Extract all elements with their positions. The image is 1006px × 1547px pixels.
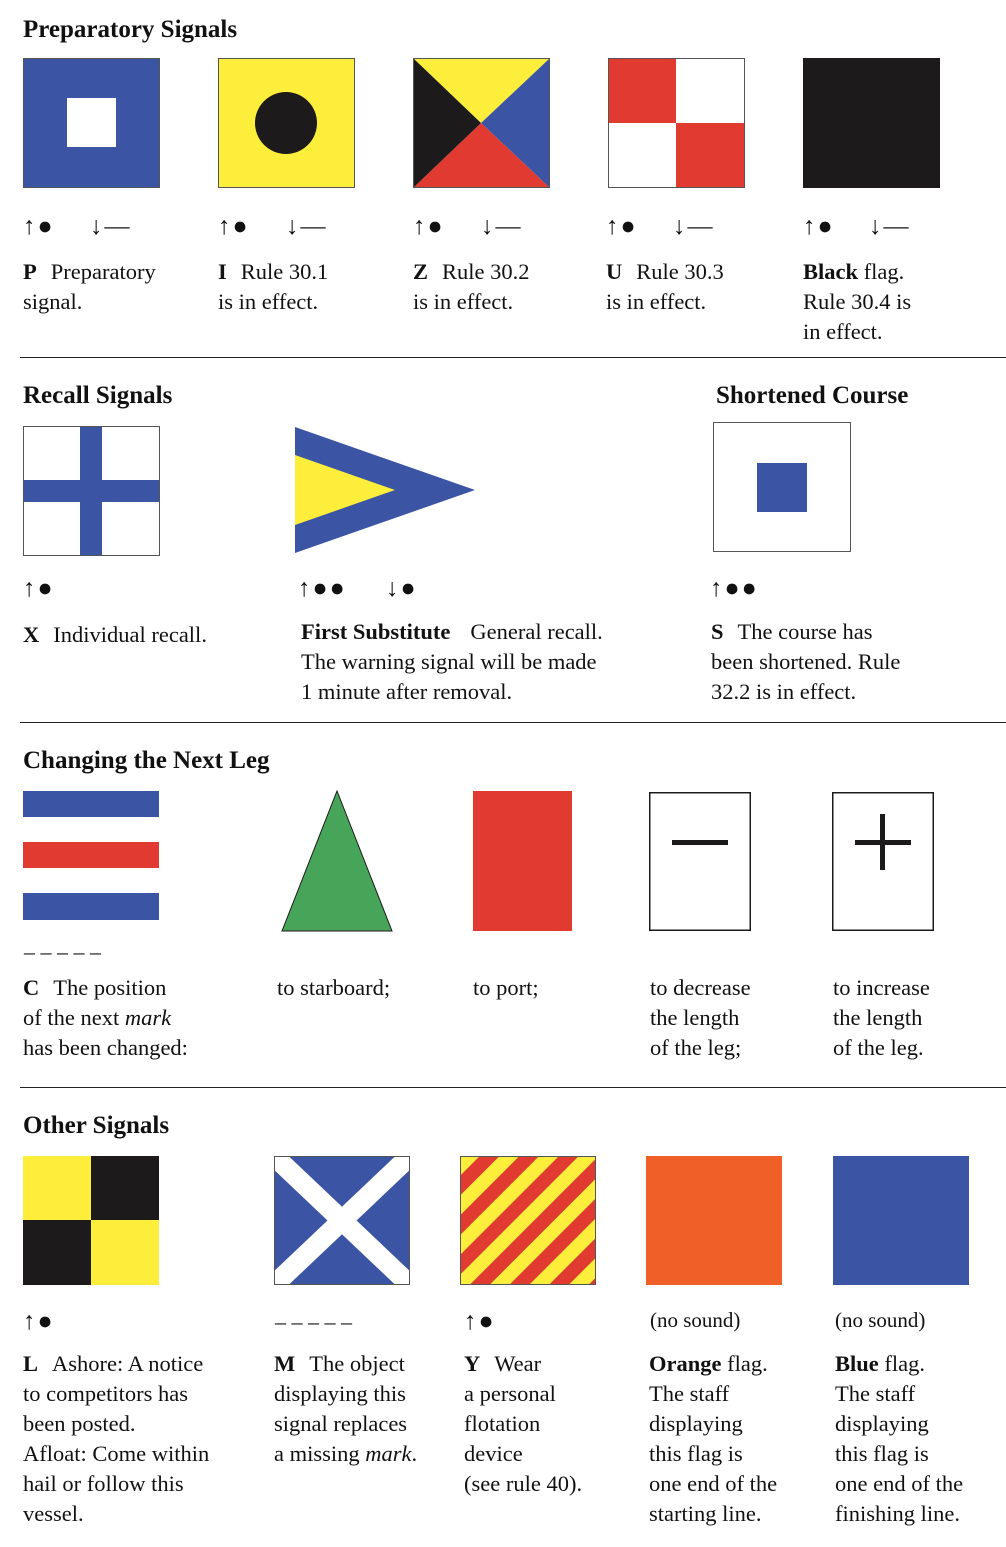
board-plus [832,792,934,931]
desc-first-substitute: First Substitute General recall. The warning signal will be made 1 minute after removal. [301,619,603,704]
flag-y [460,1156,596,1285]
flag-c [23,791,159,920]
sound-up-dot: ↑● [218,213,250,240]
desc-blue: Blue flag. The staff displaying this flag is one end of the finishing line. [835,1351,964,1526]
desc-c: C The position of the next mark has been changed: [23,975,188,1060]
desc-starboard: to starboard; [277,975,391,1000]
flag-p [23,58,160,188]
flag-orange [646,1156,782,1285]
section-title-preparatory: Preparatory Signals [23,16,238,43]
sound-up-dot: ↑● [23,575,55,602]
shape-green-triangle [281,790,393,932]
sound-up-dot: ↑● [23,1308,55,1335]
section-divider [20,1087,1006,1088]
shape-red-rectangle [473,791,572,931]
board-minus [649,792,751,931]
flag-blue [833,1156,969,1285]
desc-i: I Rule 30.1 is in effect. [218,259,329,314]
desc-s: S The course has been shortened. Rule 32.2 is in effect. [711,619,901,704]
desc-orange: Orange flag. The staff displaying this flag is one end of the starting line. [649,1351,778,1526]
flag-m [274,1156,410,1285]
section-divider [20,357,1006,358]
sound-up-dot: ↑● [606,213,638,240]
flag-z [413,58,550,188]
sound-up-dot: ↑● [413,213,445,240]
desc-u: U Rule 30.3 is in effect. [606,259,724,314]
sound-up-dot: ↑● [464,1308,496,1335]
sound-down-dash: ↓— [286,213,328,240]
sound-up-dot: ↑● [803,213,835,240]
section-title-other: Other Signals [23,1112,170,1139]
section-title-next-leg: Changing the Next Leg [23,747,270,774]
sound-down-dash: ↓— [90,213,132,240]
section-title-recall: Recall Signals [23,382,173,409]
no-sound-label: (no sound) [835,1308,926,1332]
desc-m: M The object displaying this signal replaces a missing mark. [274,1351,418,1466]
desc-z: Z Rule 30.2 is in effect. [413,259,530,314]
desc-black: Black flag. Rule 30.4 is in effect. [803,259,912,344]
sound-down-dash: ↓— [869,213,911,240]
sound-no-sound-dashes: – – – – – [275,1309,352,1334]
desc-y: Y Wear a personal flotation device (see rule 40). [464,1351,583,1496]
desc-x: X Individual recall. [23,622,207,647]
flag-first-substitute [295,427,475,553]
desc-decrease: to decrease the length of the leg; [650,975,751,1060]
sound-down-dash: ↓— [481,213,523,240]
sound-no-sound-dashes: – – – – – [24,939,101,964]
desc-p: P Preparatory signal. [23,259,156,314]
flag-l [23,1156,159,1285]
desc-port: to port; [473,975,539,1000]
desc-increase: to increase the length of the leg. [833,975,930,1060]
sound-up-dot: ↑● [23,213,55,240]
sound-up-two-dots: ↑●● [710,575,759,602]
sound-down-dash: ↓— [673,213,715,240]
sound-down-dot: ↓● [386,575,418,602]
no-sound-label: (no sound) [650,1308,741,1332]
flag-x [23,426,160,556]
flag-u [608,58,745,188]
flag-i [218,58,355,188]
flag-s [713,422,851,552]
section-title-shortened: Shortened Course [716,382,909,409]
desc-l: L Ashore: A notice to competitors has been posted. Afloat: Come within hail or follow this vessel. [23,1351,210,1526]
section-divider [20,722,1006,723]
sound-up-two-dots: ↑●● [298,575,347,602]
flag-black [803,58,940,188]
